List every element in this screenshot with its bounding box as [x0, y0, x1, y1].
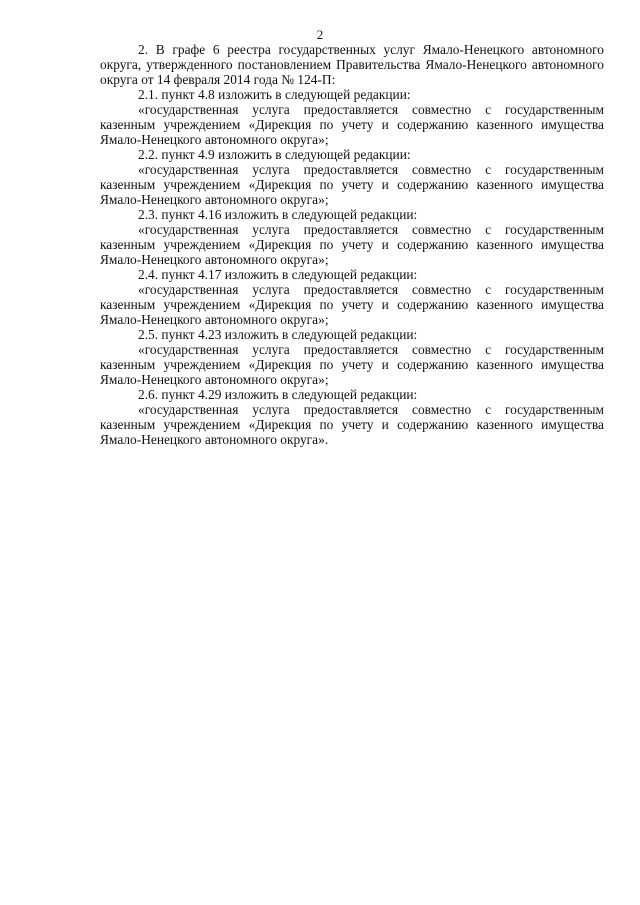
- paragraph-text-2-4: «государственная услуга предоставляется совместно с государственным казенным учреждением «Дирекция по учету и содержанию казенного имущества Ямало-Ненецкого автономного округа»;: [100, 282, 604, 327]
- paragraph-intro: 2. В графе 6 реестра государственных услуг Ямало-Ненецкого автономного округа, утвержденного постановлением Правительства Ямало-Ненецкого автономного округа от 14 февраля 2014 года № 124-П:: [100, 42, 604, 87]
- paragraph-text-2-2: «государственная услуга предоставляется совместно с государственным казенным учреждением «Дирекция по учету и содержанию казенного имущества Ямало-Ненецкого автономного округа»;: [100, 162, 604, 207]
- paragraph-item-2-1: 2.1. пункт 4.8 изложить в следующей редакции:: [138, 87, 411, 102]
- paragraph-item-2-3: 2.3. пункт 4.16 изложить в следующей редакции:: [138, 207, 418, 222]
- paragraph-item-2-4: 2.4. пункт 4.17 изложить в следующей редакции:: [138, 267, 418, 282]
- paragraph-text-2-3: «государственная услуга предоставляется совместно с государственным казенным учреждением «Дирекция по учету и содержанию казенного имущества Ямало-Ненецкого автономного округа»;: [100, 222, 604, 267]
- paragraph-item-2-6: 2.6. пункт 4.29 изложить в следующей редакции:: [138, 387, 418, 402]
- page-number: 2: [316, 27, 324, 42]
- paragraph-item-2-5: 2.5. пункт 4.23 изложить в следующей редакции:: [138, 327, 418, 342]
- paragraph-text-2-1: «государственная услуга предоставляется совместно с государственным казенным учреждением «Дирекция по учету и содержанию казенного имущества Ямало-Ненецкого автономного округа»;: [100, 102, 604, 147]
- paragraph-text-2-5: «государственная услуга предоставляется совместно с государственным казенным учреждением «Дирекция по учету и содержанию казенного имущества Ямало-Ненецкого автономного округа»;: [100, 342, 604, 387]
- paragraph-item-2-2: 2.2. пункт 4.9 изложить в следующей редакции:: [138, 147, 411, 162]
- document-body: [100, 42, 604, 447]
- paragraph-text-2-6: «государственная услуга предоставляется совместно с государственным казенным учреждением «Дирекция по учету и содержанию казенного имущества Ямало-Ненецкого автономного округа».: [100, 402, 604, 447]
